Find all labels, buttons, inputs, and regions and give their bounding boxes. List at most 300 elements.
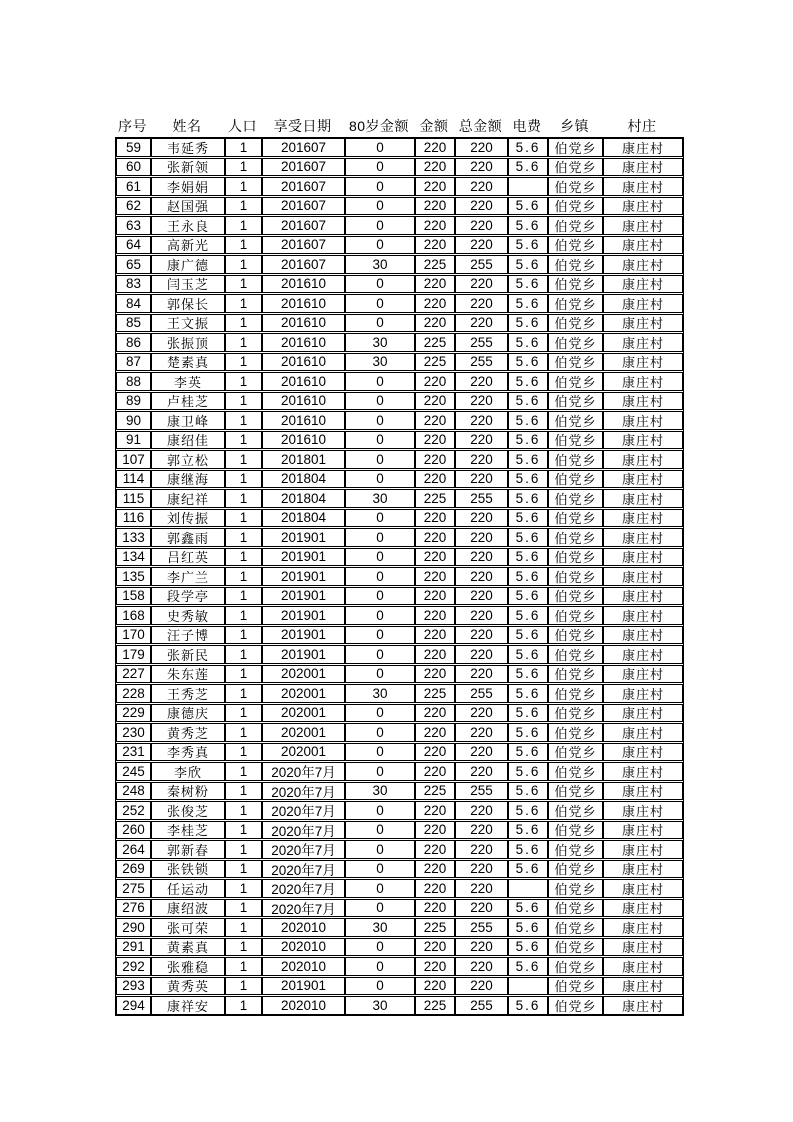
cell-age80-amount: 0: [345, 431, 415, 450]
cell-electric-fee: 5.6: [508, 899, 548, 918]
cell-total-amount: 220: [455, 275, 508, 294]
cell-township: 伯党乡: [548, 977, 603, 996]
cell-amount: 220: [415, 275, 455, 294]
cell-population: 1: [225, 938, 262, 957]
cell-population: 1: [225, 587, 262, 606]
cell-name: 吕红英: [151, 548, 225, 567]
cell-amount: 220: [415, 879, 455, 898]
cell-amount: 220: [415, 138, 455, 157]
cell-start-date: 201901: [262, 977, 345, 996]
col-header-age80-amount: 80岁金额: [348, 118, 410, 134]
cell-population: 1: [225, 411, 262, 430]
table-row: [116, 762, 683, 781]
cell-age80-amount: 0: [345, 216, 415, 235]
cell-township: 伯党乡: [548, 762, 603, 781]
cell-village: 康庄村: [603, 996, 683, 1015]
cell-age80-amount: 0: [345, 821, 415, 840]
table-row: [116, 372, 683, 391]
cell-index: 61: [116, 177, 151, 196]
cell-village: 康庄村: [603, 216, 683, 235]
cell-electric-fee: 5.6: [508, 860, 548, 879]
cell-index: 230: [116, 723, 151, 742]
cell-township: 伯党乡: [548, 216, 603, 235]
cell-name: 李英: [151, 372, 225, 391]
cell-total-amount: 220: [455, 840, 508, 859]
cell-total-amount: 220: [455, 372, 508, 391]
cell-age80-amount: 0: [345, 372, 415, 391]
cell-total-amount: 220: [455, 801, 508, 820]
cell-township: 伯党乡: [548, 743, 603, 762]
col-header-township: 乡镇: [560, 118, 589, 134]
cell-amount: 220: [415, 411, 455, 430]
cell-name: 王文振: [151, 314, 225, 333]
cell-index: 260: [116, 821, 151, 840]
cell-index: 252: [116, 801, 151, 820]
cell-population: 1: [225, 801, 262, 820]
cell-village: 康庄村: [603, 743, 683, 762]
cell-index: 170: [116, 626, 151, 645]
cell-total-amount: 220: [455, 411, 508, 430]
cell-township: 伯党乡: [548, 450, 603, 469]
cell-name: 黄素真: [151, 938, 225, 957]
cell-start-date: 201901: [262, 606, 345, 625]
cell-start-date: 201901: [262, 528, 345, 547]
cell-start-date: 201901: [262, 548, 345, 567]
table-row: [116, 684, 683, 703]
cell-electric-fee: 5.6: [508, 704, 548, 723]
cell-amount: 220: [415, 801, 455, 820]
cell-age80-amount: 0: [345, 879, 415, 898]
cell-village: 康庄村: [603, 158, 683, 177]
cell-age80-amount: 0: [345, 567, 415, 586]
cell-total-amount: 220: [455, 860, 508, 879]
cell-name: 王永良: [151, 216, 225, 235]
benefits-table: [115, 116, 684, 1016]
cell-age80-amount: 0: [345, 392, 415, 411]
cell-start-date: 202001: [262, 743, 345, 762]
cell-village: 康庄村: [603, 782, 683, 801]
cell-index: 269: [116, 860, 151, 879]
cell-population: 1: [225, 996, 262, 1015]
cell-village: 康庄村: [603, 723, 683, 742]
cell-name: 赵国强: [151, 197, 225, 216]
cell-index: 275: [116, 879, 151, 898]
cell-index: 293: [116, 977, 151, 996]
cell-population: 1: [225, 684, 262, 703]
cell-village: 康庄村: [603, 431, 683, 450]
table-row: [116, 704, 683, 723]
cell-township: 伯党乡: [548, 665, 603, 684]
cell-total-amount: 255: [455, 489, 508, 508]
cell-age80-amount: 30: [345, 333, 415, 352]
table-row: [116, 333, 683, 352]
cell-amount: 220: [415, 294, 455, 313]
cell-start-date: 201607: [262, 236, 345, 255]
cell-name: 张新领: [151, 158, 225, 177]
cell-total-amount: 220: [455, 450, 508, 469]
table-row: [116, 158, 683, 177]
table-row: [116, 860, 683, 879]
cell-village: 康庄村: [603, 197, 683, 216]
cell-population: 1: [225, 840, 262, 859]
table-row: [116, 450, 683, 469]
cell-population: 1: [225, 431, 262, 450]
cell-age80-amount: 0: [345, 158, 415, 177]
cell-index: 85: [116, 314, 151, 333]
cell-total-amount: 220: [455, 548, 508, 567]
cell-population: 1: [225, 294, 262, 313]
cell-township: 伯党乡: [548, 723, 603, 742]
cell-electric-fee: [508, 879, 548, 898]
cell-electric-fee: 5.6: [508, 333, 548, 352]
cell-start-date: 2020年7月: [262, 782, 345, 801]
cell-start-date: 201610: [262, 333, 345, 352]
cell-village: 康庄村: [603, 665, 683, 684]
cell-name: 朱东莲: [151, 665, 225, 684]
cell-electric-fee: 5.6: [508, 821, 548, 840]
table-row: [116, 957, 683, 976]
cell-start-date: 202010: [262, 938, 345, 957]
cell-index: 90: [116, 411, 151, 430]
cell-start-date: 202001: [262, 704, 345, 723]
cell-start-date: 2020年7月: [262, 840, 345, 859]
cell-amount: 225: [415, 353, 455, 372]
cell-total-amount: 220: [455, 938, 508, 957]
cell-total-amount: 220: [455, 821, 508, 840]
cell-township: 伯党乡: [548, 314, 603, 333]
cell-electric-fee: 5.6: [508, 801, 548, 820]
cell-population: 1: [225, 392, 262, 411]
cell-start-date: 201607: [262, 216, 345, 235]
cell-amount: 220: [415, 606, 455, 625]
table-row: [116, 645, 683, 664]
cell-village: 康庄村: [603, 528, 683, 547]
cell-total-amount: 220: [455, 879, 508, 898]
cell-electric-fee: 5.6: [508, 411, 548, 430]
cell-name: 张俊芝: [151, 801, 225, 820]
cell-name: 闫玉芝: [151, 275, 225, 294]
col-header-total-amount: 总金额: [458, 118, 503, 134]
cell-age80-amount: 0: [345, 314, 415, 333]
cell-total-amount: 220: [455, 626, 508, 645]
cell-amount: 220: [415, 392, 455, 411]
cell-index: 227: [116, 665, 151, 684]
cell-start-date: 201610: [262, 392, 345, 411]
cell-township: 伯党乡: [548, 372, 603, 391]
cell-name: 郭新春: [151, 840, 225, 859]
cell-population: 1: [225, 918, 262, 937]
cell-name: 张雅稳: [151, 957, 225, 976]
cell-township: 伯党乡: [548, 606, 603, 625]
cell-village: 康庄村: [603, 801, 683, 820]
cell-village: 康庄村: [603, 236, 683, 255]
table-row: [116, 197, 683, 216]
cell-start-date: 202010: [262, 996, 345, 1015]
cell-township: 伯党乡: [548, 801, 603, 820]
cell-start-date: 2020年7月: [262, 821, 345, 840]
cell-amount: 220: [415, 743, 455, 762]
cell-start-date: 2020年7月: [262, 860, 345, 879]
table-row: [116, 977, 683, 996]
cell-name: 刘传振: [151, 509, 225, 528]
cell-amount: 220: [415, 977, 455, 996]
cell-start-date: 202001: [262, 665, 345, 684]
cell-start-date: 201610: [262, 372, 345, 391]
cell-electric-fee: 5.6: [508, 450, 548, 469]
cell-age80-amount: 0: [345, 723, 415, 742]
cell-start-date: 202010: [262, 918, 345, 937]
cell-name: 康继海: [151, 470, 225, 489]
cell-village: 康庄村: [603, 353, 683, 372]
table-row: [116, 216, 683, 235]
cell-village: 康庄村: [603, 821, 683, 840]
cell-amount: 220: [415, 216, 455, 235]
cell-age80-amount: 0: [345, 743, 415, 762]
cell-total-amount: 255: [455, 918, 508, 937]
cell-population: 1: [225, 489, 262, 508]
cell-index: 229: [116, 704, 151, 723]
cell-index: 87: [116, 353, 151, 372]
cell-start-date: 201610: [262, 431, 345, 450]
cell-index: 83: [116, 275, 151, 294]
cell-village: 康庄村: [603, 255, 683, 274]
cell-index: 115: [116, 489, 151, 508]
table-row: [116, 743, 683, 762]
cell-electric-fee: 5.6: [508, 957, 548, 976]
cell-electric-fee: [508, 977, 548, 996]
cell-age80-amount: 0: [345, 509, 415, 528]
cell-population: 1: [225, 645, 262, 664]
cell-age80-amount: 0: [345, 762, 415, 781]
cell-township: 伯党乡: [548, 294, 603, 313]
cell-name: 张铁锁: [151, 860, 225, 879]
cell-index: 63: [116, 216, 151, 235]
cell-township: 伯党乡: [548, 236, 603, 255]
cell-population: 1: [225, 782, 262, 801]
cell-name: 康祥安: [151, 996, 225, 1015]
cell-village: 康庄村: [603, 314, 683, 333]
cell-index: 133: [116, 528, 151, 547]
cell-index: 231: [116, 743, 151, 762]
cell-electric-fee: 5.6: [508, 918, 548, 937]
cell-age80-amount: 30: [345, 255, 415, 274]
cell-township: 伯党乡: [548, 333, 603, 352]
table-row: [116, 431, 683, 450]
cell-age80-amount: 0: [345, 840, 415, 859]
cell-total-amount: 220: [455, 704, 508, 723]
cell-start-date: 201804: [262, 470, 345, 489]
cell-village: 康庄村: [603, 918, 683, 937]
cell-village: 康庄村: [603, 372, 683, 391]
cell-village: 康庄村: [603, 333, 683, 352]
table-row: [116, 177, 683, 196]
cell-electric-fee: 5.6: [508, 138, 548, 157]
cell-amount: 220: [415, 704, 455, 723]
cell-township: 伯党乡: [548, 918, 603, 937]
cell-electric-fee: 5.6: [508, 216, 548, 235]
cell-age80-amount: 30: [345, 489, 415, 508]
cell-township: 伯党乡: [548, 411, 603, 430]
cell-total-amount: 255: [455, 996, 508, 1015]
cell-township: 伯党乡: [548, 782, 603, 801]
cell-electric-fee: 5.6: [508, 431, 548, 450]
cell-age80-amount: 0: [345, 470, 415, 489]
cell-index: 84: [116, 294, 151, 313]
cell-population: 1: [225, 567, 262, 586]
cell-amount: 220: [415, 762, 455, 781]
cell-amount: 220: [415, 197, 455, 216]
cell-name: 郭保长: [151, 294, 225, 313]
cell-age80-amount: 0: [345, 977, 415, 996]
cell-start-date: 201607: [262, 255, 345, 274]
cell-total-amount: 220: [455, 177, 508, 196]
cell-name: 李桂芝: [151, 821, 225, 840]
cell-amount: 225: [415, 255, 455, 274]
cell-amount: 220: [415, 314, 455, 333]
cell-age80-amount: 0: [345, 704, 415, 723]
cell-electric-fee: 5.6: [508, 509, 548, 528]
cell-start-date: 201901: [262, 567, 345, 586]
cell-village: 康庄村: [603, 275, 683, 294]
cell-electric-fee: 5.6: [508, 314, 548, 333]
cell-township: 伯党乡: [548, 879, 603, 898]
cell-electric-fee: 5.6: [508, 197, 548, 216]
cell-amount: 220: [415, 548, 455, 567]
cell-amount: 220: [415, 450, 455, 469]
cell-total-amount: 220: [455, 314, 508, 333]
cell-amount: 220: [415, 626, 455, 645]
cell-village: 康庄村: [603, 489, 683, 508]
cell-electric-fee: 5.6: [508, 158, 548, 177]
cell-amount: 220: [415, 665, 455, 684]
cell-population: 1: [225, 138, 262, 157]
cell-total-amount: 220: [455, 158, 508, 177]
cell-population: 1: [225, 509, 262, 528]
cell-population: 1: [225, 275, 262, 294]
cell-name: 李秀真: [151, 743, 225, 762]
cell-population: 1: [225, 665, 262, 684]
cell-total-amount: 220: [455, 723, 508, 742]
table-row: [116, 489, 683, 508]
cell-name: 李欣: [151, 762, 225, 781]
cell-start-date: 202001: [262, 723, 345, 742]
cell-index: 248: [116, 782, 151, 801]
cell-village: 康庄村: [603, 138, 683, 157]
cell-township: 伯党乡: [548, 996, 603, 1015]
cell-age80-amount: 0: [345, 957, 415, 976]
cell-electric-fee: 5.6: [508, 782, 548, 801]
cell-township: 伯党乡: [548, 353, 603, 372]
cell-start-date: 201610: [262, 294, 345, 313]
cell-name: 张新民: [151, 645, 225, 664]
cell-village: 康庄村: [603, 704, 683, 723]
cell-start-date: 201804: [262, 489, 345, 508]
cell-age80-amount: 0: [345, 528, 415, 547]
cell-electric-fee: 5.6: [508, 996, 548, 1015]
cell-start-date: 202010: [262, 957, 345, 976]
cell-village: 康庄村: [603, 587, 683, 606]
cell-start-date: 201610: [262, 411, 345, 430]
cell-age80-amount: 0: [345, 275, 415, 294]
cell-amount: 220: [415, 470, 455, 489]
cell-amount: 220: [415, 236, 455, 255]
cell-population: 1: [225, 372, 262, 391]
cell-start-date: 201607: [262, 197, 345, 216]
cell-population: 1: [225, 977, 262, 996]
cell-start-date: 201901: [262, 626, 345, 645]
cell-township: 伯党乡: [548, 431, 603, 450]
cell-amount: 220: [415, 840, 455, 859]
cell-population: 1: [225, 723, 262, 742]
table-row: [116, 528, 683, 547]
cell-start-date: 202001: [262, 684, 345, 703]
cell-amount: 225: [415, 489, 455, 508]
table-row: [116, 665, 683, 684]
table-row: [116, 626, 683, 645]
cell-index: 86: [116, 333, 151, 352]
cell-age80-amount: 0: [345, 606, 415, 625]
cell-amount: 225: [415, 333, 455, 352]
cell-name: 高新光: [151, 236, 225, 255]
cell-total-amount: 220: [455, 138, 508, 157]
cell-village: 康庄村: [603, 177, 683, 196]
cell-electric-fee: 5.6: [508, 645, 548, 664]
cell-total-amount: 255: [455, 333, 508, 352]
cell-start-date: 201804: [262, 509, 345, 528]
cell-index: 291: [116, 938, 151, 957]
cell-total-amount: 255: [455, 353, 508, 372]
cell-electric-fee: 5.6: [508, 665, 548, 684]
cell-total-amount: 220: [455, 216, 508, 235]
cell-electric-fee: 5.6: [508, 762, 548, 781]
cell-population: 1: [225, 548, 262, 567]
cell-amount: 220: [415, 938, 455, 957]
cell-total-amount: 220: [455, 509, 508, 528]
cell-index: 59: [116, 138, 151, 157]
cell-population: 1: [225, 177, 262, 196]
cell-electric-fee: 5.6: [508, 489, 548, 508]
table-row: [116, 548, 683, 567]
cell-township: 伯党乡: [548, 840, 603, 859]
table-row: [116, 606, 683, 625]
cell-village: 康庄村: [603, 294, 683, 313]
table-row: [116, 353, 683, 372]
cell-total-amount: 255: [455, 684, 508, 703]
cell-amount: 225: [415, 918, 455, 937]
cell-total-amount: 220: [455, 606, 508, 625]
cell-total-amount: 220: [455, 645, 508, 664]
cell-age80-amount: 0: [345, 236, 415, 255]
cell-electric-fee: 5.6: [508, 684, 548, 703]
cell-village: 康庄村: [603, 567, 683, 586]
cell-age80-amount: 30: [345, 918, 415, 937]
cell-total-amount: 255: [455, 782, 508, 801]
cell-population: 1: [225, 743, 262, 762]
cell-township: 伯党乡: [548, 938, 603, 957]
cell-name: 李广兰: [151, 567, 225, 586]
cell-index: 179: [116, 645, 151, 664]
cell-name: 任运动: [151, 879, 225, 898]
cell-total-amount: 220: [455, 236, 508, 255]
cell-population: 1: [225, 353, 262, 372]
cell-age80-amount: 0: [345, 548, 415, 567]
cell-name: 李娟娟: [151, 177, 225, 196]
cell-index: 134: [116, 548, 151, 567]
col-header-name: 姓名: [172, 118, 202, 134]
cell-population: 1: [225, 216, 262, 235]
cell-electric-fee: 5.6: [508, 353, 548, 372]
col-header-amount: 金额: [419, 118, 449, 134]
